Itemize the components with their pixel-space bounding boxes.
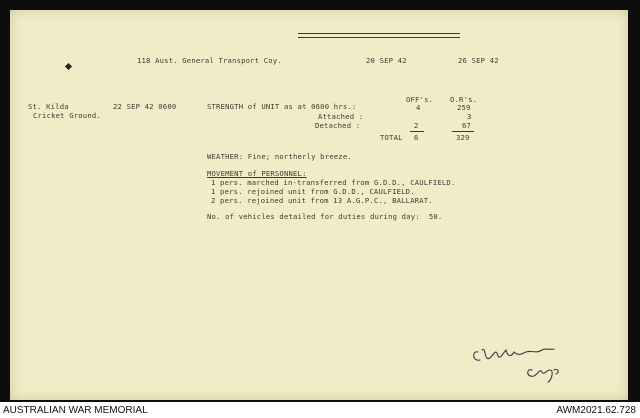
col-header-ors: O.R's. (450, 95, 478, 104)
movement-line-3: 2 pers. rejoined unit from 13 A.G.P.C., BALLARAT. (211, 196, 433, 205)
movement-line-1: 1 pers. marched in-transferred from G.D.D., CAULFIELD. (211, 178, 456, 187)
row-attached-label: Attached : (318, 112, 364, 121)
row-attached-ors: 3 (467, 112, 472, 121)
total-rule-ors (452, 131, 474, 132)
header-rule-bottom (298, 37, 460, 38)
row-detached-offrs: 2 (414, 121, 419, 130)
date-to: 26 SEP 42 (458, 56, 499, 65)
place-line-2: Cricket Ground. (33, 111, 101, 120)
archive-footer (0, 402, 640, 418)
vehicles-line: No. of vehicles detailed for duties during day: 50. (207, 212, 443, 221)
strength-label: STRENGTH of UNIT as at 0600 hrs.: (207, 102, 357, 111)
total-ors: 329 (456, 133, 470, 142)
movement-line-2: 1 pers. rejoined unit from G.D.D., CAULFIELD. (211, 187, 415, 196)
footer-right-text: AWM2021.62.728 (556, 405, 636, 416)
weather-line: WEATHER: Fine; northerly breeze. (207, 152, 352, 161)
movement-heading: MOVEMENT of PERSONNEL: (207, 169, 307, 178)
col-header-offrs: OFF's. (406, 95, 434, 104)
row-0-offrs: 4 (416, 103, 421, 112)
row-detached-label: Detached : (315, 121, 361, 130)
handwritten-signature (470, 340, 570, 386)
place-line-1: St. Kilda (28, 102, 69, 111)
total-rule-offrs (410, 131, 424, 132)
row-0-ors: 259 (457, 103, 471, 112)
footer-left-text: AUSTRALIAN WAR MEMORIAL (3, 405, 148, 416)
date-from: 20 SEP 42 (366, 56, 407, 65)
total-label: TOTAL (380, 133, 403, 142)
header-rule-top (298, 33, 460, 34)
row-detached-ors: 67 (462, 121, 472, 130)
unit-title: 118 Aust. General Transport Coy. (137, 56, 282, 65)
entry-datetime: 22 SEP 42 0600 (113, 102, 177, 111)
total-offrs: 6 (414, 133, 419, 142)
